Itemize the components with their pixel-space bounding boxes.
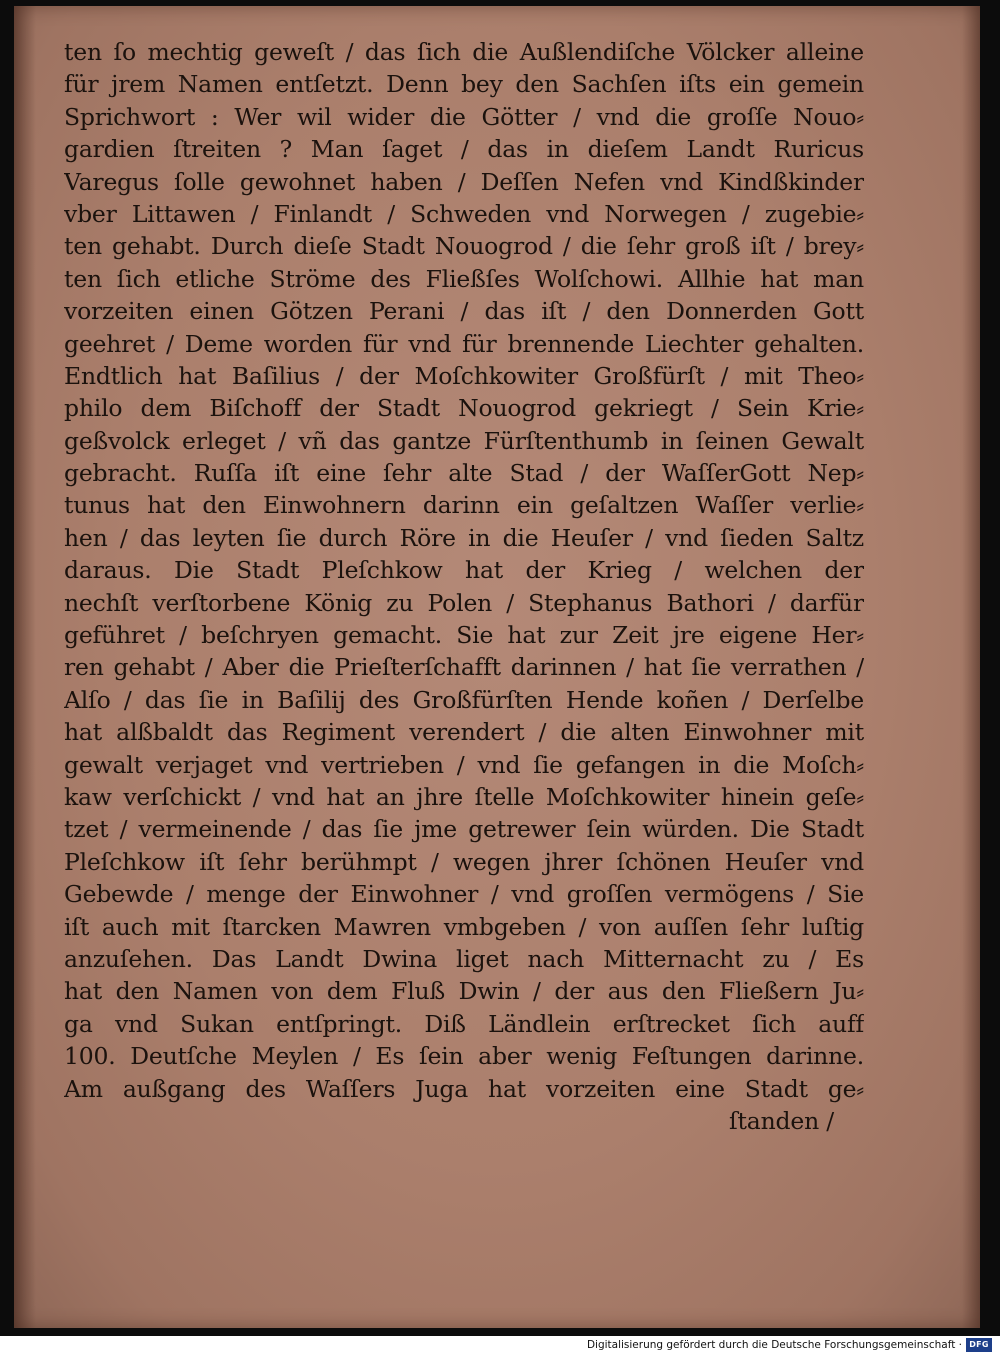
text-line: iſt auch mit ſtarcken Mawren vmbgeben / von auſſen ſehr luſtig [64,912,864,941]
text-line: vber Littawen / Finlandt / Schweden vnd Norwegen / zugebie⸗ [64,199,864,228]
funding-footer [0,1336,1000,1356]
text-line: gardien ſtreiten ? Man ſaget / das in dieſem Landt Ruricus [64,135,864,164]
scanned-page [14,6,980,1328]
text-line: ten gehabt. Durch dieſe Stadt Nouogrod / die ſehr groß iſt / brey⸗ [64,232,864,261]
text-line: tunus hat den Einwohnern darinn ein geſaltzen Waſſer verlie⸗ [64,491,864,520]
text-line: kaw verſchickt / vnd hat an jhre ſtelle Moſchkowiter hinein geſe⸗ [64,782,864,811]
text-line: geehret / Deme worden für vnd für brennende Liechter gehalten. [64,329,864,358]
text-line: anzuſehen. Das Landt Dwina liget nach Mitternacht zu / Es [64,944,864,973]
text-line: philo dem Biſchoff der Stadt Nouogrod gekriegt / Sein Krie⸗ [64,394,864,423]
text-line: ren gehabt / Aber die Prieſterſchafft darinnen / hat ſie verrathen / [64,653,864,682]
text-line: ten ſich etliche Ströme des Fließſes Wolſchowi. Allhie hat man [64,264,864,293]
text-line: Endtlich hat Baſilius / der Moſchkowiter Großfürſt / mit Theo⸗ [64,361,864,390]
text-line: Gebewde / menge der Einwohner / vnd groſſen vermögens / Sie [64,880,864,909]
text-line: geführet / beſchryen gemacht. Sie hat zur Zeit jre eigene Her⸗ [64,621,864,650]
catchword: ſtanden / [729,1106,834,1135]
text-line: hat alßbaldt das Regiment verendert / die alten Einwohner mit [64,718,864,747]
text-line: vorzeiten einen Götzen Perani / das iſt / den Donnerden Gott [64,297,864,326]
page-edge-shadow-left [14,6,36,1328]
text-line: Pleſchkow iſt ſehr berühmpt / wegen jhrer ſchönen Heuſer vnd [64,847,864,876]
dfg-logo-icon[interactable]: DFG [966,1338,992,1352]
text-line: Sprichwort : Wer wil wider die Götter / vnd die groſſe Nouo⸗ [64,102,864,131]
text-line: ten ſo mechtig geweſt / das ſich die Außlendiſche Völcker alleine [64,38,864,66]
text-line: ga vnd Sukan entſpringt. Diß Ländlein erſtrecket ſich auff [64,1009,864,1038]
text-line: hat den Namen von dem Fluß Dwin / der aus den Fließern Ju⸗ [64,977,864,1006]
text-line: für jrem Namen entſetzt. Denn bey den Sachſen iſts ein gemein [64,70,864,99]
text-line: geßvolck erleget / vñ das gantze Fürſtenthumb in ſeinen Gewalt [64,426,864,455]
text-line: daraus. Die Stadt Pleſchkow hat der Krieg / welchen der [64,556,864,585]
text-line: nechſt verſtorbene König zu Polen / Stephanus Bathori / darfür [64,588,864,617]
page-edge-shadow-right [962,6,980,1328]
text-line: Varegus ſolle gewohnet haben / Deſſen Nefen vnd Kindßkinder [64,167,864,196]
text-line: gebracht. Ruſſa iſt eine ſehr alte Stad / der WaſſerGott Nep⸗ [64,459,864,488]
page-text-block [64,36,864,1137]
text-line: Alſo / das ſie in Baſilij des Großfürſten Hende koñen / Derſelbe [64,685,864,714]
text-line: tzet / vermeinende / das ſie jme getrewer ſein würden. Die Stadt [64,815,864,844]
text-line: 100. Deutſche Meylen / Es ſein aber wenig Feſtungen darinne. [64,1042,864,1071]
text-line: Am außgang des Waſſers Juga hat vorzeiten eine Stadt ge⸗ [64,1074,864,1103]
text-line: hen / das leyten ſie durch Röre in die Heuſer / vnd ſieden Saltz [64,523,864,552]
funding-credit-text: Digitalisierung gefördert durch die Deutsche Forschungsgemeinschaft · [586,1339,962,1351]
text-line: gewalt verjaget vnd vertrieben / vnd ſie gefangen in die Moſch⸗ [64,750,864,779]
